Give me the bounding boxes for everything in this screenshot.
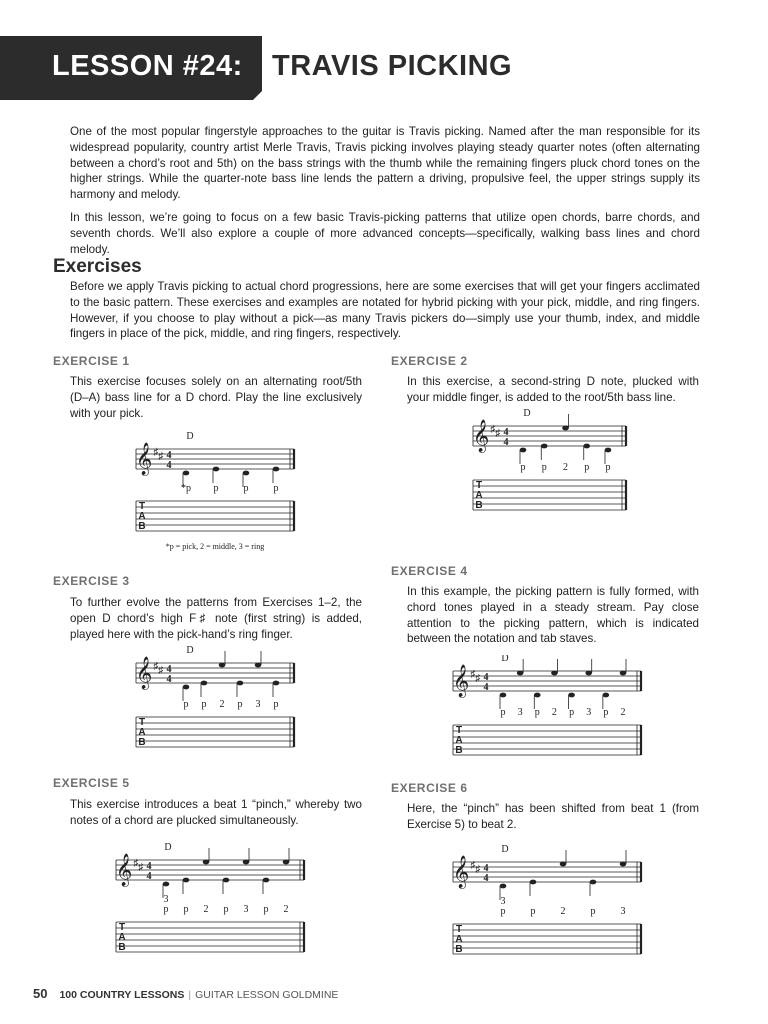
picking-indicator: p (603, 707, 609, 718)
tab-label: T (138, 717, 146, 728)
time-signature-bottom: 4 (483, 873, 489, 884)
note-head (183, 471, 190, 476)
tab-label: B (455, 745, 463, 756)
key-sharp-icon: ♯ (490, 424, 496, 435)
picking-indicator: 2 (283, 904, 289, 915)
picking-indicator: 2 (219, 699, 225, 710)
treble-clef-icon: 𝄞 (135, 658, 153, 689)
note-head (530, 880, 537, 885)
note-head (183, 685, 190, 690)
exercise-6-notation (447, 840, 647, 962)
time-signature-bottom: 4 (503, 437, 509, 448)
note-head (585, 671, 592, 676)
exercise-6-title: EXERCISE 6 (391, 781, 468, 795)
note-head (620, 671, 627, 676)
lesson-number: LESSON #24: (52, 50, 243, 82)
exercise-5-title: EXERCISE 5 (53, 776, 130, 790)
picking-indicator: p (273, 483, 279, 494)
treble-clef-icon: 𝄞 (452, 857, 470, 888)
time-signature-top: 4 (166, 450, 172, 461)
picking-indicator: 3 (620, 906, 626, 917)
page-footer (33, 986, 338, 1001)
note-head (590, 880, 597, 885)
exercise-footnote: *p = pick, 2 = middle, 3 = ring (165, 542, 265, 551)
picking-indicator: p (541, 462, 547, 473)
treble-clef-icon: 𝄞 (115, 855, 133, 886)
intro-paragraph-2: In this lesson, we’re going to focus on a few basic Travis-picking patterns that utilize open chords, barre chords, and seventh chords. We’ll also explore a couple of more advanced concepts—specifically, walking bass lines and chord melody. (70, 211, 700, 256)
picking-indicator: p (584, 462, 590, 473)
note-head (500, 884, 507, 889)
picking-indicator: p (530, 906, 536, 917)
time-signature-bottom: 4 (166, 460, 172, 471)
time-signature-top: 4 (483, 672, 489, 683)
tab-label: B (138, 521, 146, 532)
exercise-6-desc: Here, the “pinch” has been shifted from beat 1 (from Exercise 5) to beat 2. (407, 802, 699, 831)
tab-label: T (475, 480, 483, 491)
picking-indicator: p (183, 904, 189, 915)
note-head (500, 693, 507, 698)
picking-indicator-top: 3 (500, 896, 506, 907)
picking-indicator: 2 (203, 904, 209, 915)
tab-label: T (455, 725, 463, 736)
picking-indicator: p (213, 483, 219, 494)
picking-indicator: p (183, 699, 189, 710)
picking-indicator: 2 (620, 707, 626, 718)
page-number: 50 (33, 986, 48, 1001)
key-sharp-icon: ♯ (153, 661, 159, 672)
key-sharp-icon: ♯ (470, 669, 476, 680)
note-head (534, 693, 541, 698)
picking-indicator: 2 (563, 462, 568, 473)
exercise-4-title: EXERCISE 4 (391, 564, 468, 578)
note-head (620, 862, 627, 867)
note-head (223, 878, 230, 883)
exercise-5-notation (110, 838, 310, 960)
picking-indicator: 3 (243, 904, 249, 915)
note-head (562, 426, 569, 431)
tab-label: A (138, 727, 146, 738)
exercise-2-title: EXERCISE 2 (391, 354, 468, 368)
exercises-heading: Exercises (53, 256, 142, 277)
note-head (213, 467, 220, 472)
key-sharp-icon: ♯ (475, 673, 481, 684)
book-title: 100 COUNTRY LESSONS (59, 989, 185, 1001)
note-head (183, 878, 190, 883)
picking-indicator: 3 (255, 699, 261, 710)
tab-label: B (475, 500, 483, 511)
picking-indicator: p (223, 904, 229, 915)
key-sharp-icon: ♯ (475, 864, 481, 875)
exercise-4-notation (447, 655, 647, 765)
picking-indicator: *p (181, 483, 191, 494)
exercise-3-notation (130, 645, 300, 757)
note-head (255, 663, 262, 668)
picking-indicator: p (163, 904, 169, 915)
note-head (520, 448, 527, 453)
note-head (273, 681, 280, 686)
chord-symbol: D (186, 645, 194, 656)
note-head (263, 878, 270, 883)
picking-indicator: 2 (551, 707, 557, 718)
chord-symbol: D (186, 431, 194, 442)
chord-symbol: D (164, 842, 172, 853)
note-head (219, 663, 226, 668)
tab-label: A (455, 735, 463, 746)
note-head (560, 862, 567, 867)
time-signature-bottom: 4 (146, 871, 152, 882)
time-signature-bottom: 4 (166, 674, 172, 685)
picking-indicator-top: 3 (163, 894, 169, 905)
treble-clef-icon: 𝄞 (472, 421, 490, 452)
chord-symbol: D (523, 408, 531, 419)
tab-label: T (455, 924, 463, 935)
intro-paragraph-1: One of the most popular fingerstyle approaches to the guitar is Travis picking. Named after the man responsible for its widespread popularity, country artist Merle Travis, Travis picking involves playing steady quarter notes (often alternating between a chord’s root and 5th) on the bass strings with the thumb while the remaining fingers pluck chord tones on the higher strings. While the quarter-note bass line lends the pattern a driving, propulsive feel, the upper strings supply its harmony and melody. (70, 125, 700, 202)
exercises-intro: Before we apply Travis picking to actual chord progressions, here are some exercises that will get your fingers acclimated to the basic pattern. These exercises and examples are notated for hybrid picking with your pick, middle, and ring fingers. However, if you choose to play without a pick—as many Travis pickers do—simply use your thumb, index, and middle fingers in place of the pick, middle, and ring fingers, respectively. (70, 280, 700, 341)
tab-label: A (455, 934, 463, 945)
picking-indicator: p (263, 904, 269, 915)
note-head (283, 860, 290, 865)
exercise-1-desc: This exercise focuses solely on an alternating root/5th (D–A) bass line for a D chord. Play the line exclusively with your pick. (70, 375, 362, 420)
treble-clef-icon: 𝄞 (452, 666, 470, 697)
chord-symbol: D (501, 655, 509, 664)
exercise-5-desc: This exercise introduces a beat 1 “pinch,” whereby two notes of a chord are plucked simultaneously. (70, 798, 362, 827)
exercise-3-desc: To further evolve the patterns from Exercises 1–2, the open D chord’s high F♯ note (first string) is added, played here with the pick-hand’s ring finger. (70, 596, 362, 641)
note-head (568, 693, 575, 698)
exercise-3-title: EXERCISE 3 (53, 574, 130, 588)
picking-indicator: 3 (586, 707, 592, 718)
note-head (201, 681, 208, 686)
footer-separator: | (188, 989, 192, 1001)
picking-indicator: p (500, 906, 506, 917)
note-head (541, 444, 548, 449)
time-signature-top: 4 (146, 861, 152, 872)
note-head (517, 671, 524, 676)
note-head (603, 693, 610, 698)
note-head (605, 448, 612, 453)
note-head (237, 681, 244, 686)
note-head (203, 860, 210, 865)
tab-label: B (455, 944, 463, 955)
picking-indicator: p (569, 707, 575, 718)
time-signature-bottom: 4 (483, 682, 489, 693)
note-head (163, 882, 170, 887)
exercise-1-notation (130, 425, 300, 560)
key-sharp-icon: ♯ (133, 858, 139, 869)
note-head (551, 671, 558, 676)
treble-clef-icon: 𝄞 (135, 444, 153, 475)
picking-indicator: 2 (560, 906, 566, 917)
picking-indicator: 3 (517, 707, 523, 718)
note-head (273, 467, 280, 472)
note-head (243, 860, 250, 865)
tab-label: A (118, 932, 126, 943)
tab-label: B (138, 737, 146, 748)
time-signature-top: 4 (483, 863, 489, 874)
key-sharp-icon: ♯ (153, 447, 159, 458)
picking-indicator: p (237, 699, 243, 710)
exercise-2-notation (467, 408, 632, 520)
tab-label: T (118, 922, 126, 933)
key-sharp-icon: ♯ (470, 860, 476, 871)
picking-indicator: p (520, 462, 526, 473)
tab-label: A (138, 511, 146, 522)
key-sharp-icon: ♯ (495, 428, 501, 439)
key-sharp-icon: ♯ (158, 665, 164, 676)
key-sharp-icon: ♯ (158, 451, 164, 462)
picking-indicator: p (605, 462, 611, 473)
exercise-1-title: EXERCISE 1 (53, 354, 130, 368)
note-head (583, 444, 590, 449)
time-signature-top: 4 (503, 427, 509, 438)
picking-indicator: p (243, 483, 249, 494)
tab-label: T (138, 501, 146, 512)
tab-label: B (118, 942, 126, 953)
exercise-2-desc: In this exercise, a second-string D note, plucked with your middle finger, is added to the root/5th bass line. (407, 375, 699, 404)
tab-label: A (475, 490, 483, 501)
lesson-title: TRAVIS PICKING (272, 50, 513, 82)
series-title: GUITAR LESSON GOLDMINE (195, 989, 339, 1001)
time-signature-top: 4 (166, 664, 172, 675)
picking-indicator: p (590, 906, 596, 917)
exercise-4-desc: In this example, the picking pattern is fully formed, with chord tones played in a steady stream. Pay close attention to the picking pattern, which is indicated between the notation and tab staves. (407, 585, 699, 646)
picking-indicator: p (273, 699, 279, 710)
key-sharp-icon: ♯ (138, 862, 144, 873)
note-head (243, 471, 250, 476)
picking-indicator: p (500, 707, 506, 718)
picking-indicator: p (534, 707, 540, 718)
chord-symbol: D (501, 844, 509, 855)
picking-indicator: p (201, 699, 207, 710)
